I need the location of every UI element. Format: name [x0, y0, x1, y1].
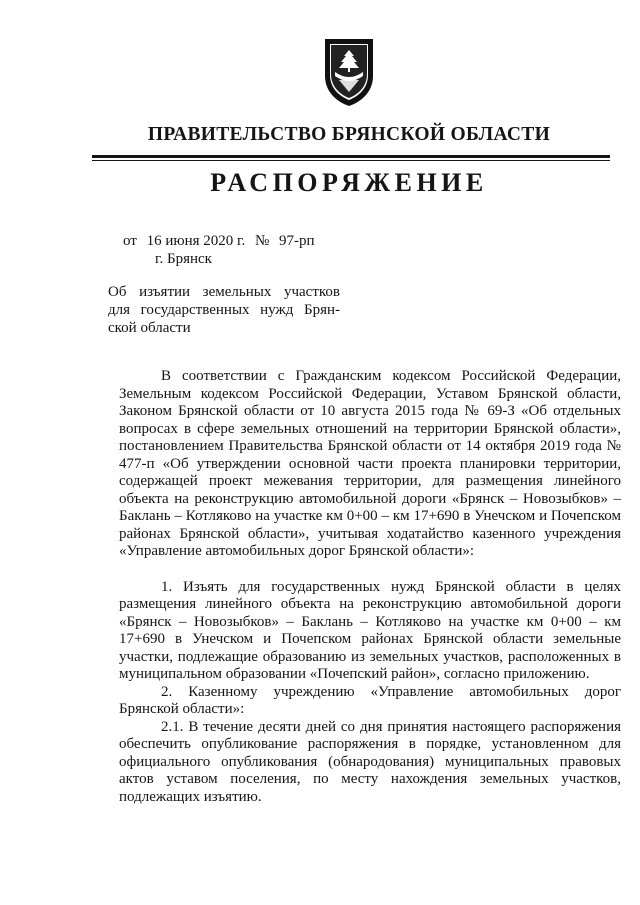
- item-2-1-paragraph: 2.1. В течение десяти дней со дня принятия настоящего распоряжения обеспечить опубликование распоряжения в порядке, установленном для официального опубликования (обнародования) муниципальных правовых актов уставом поселения, по месту нахождения земельных участков, подлежащих изъятию.: [119, 718, 621, 805]
- coat-of-arms-icon: [321, 36, 377, 108]
- subject-line: Об изъятии земельных участков: [108, 284, 340, 300]
- city-line: г. Брянск: [155, 251, 212, 267]
- subject-line: для государственных нужд Брян-: [108, 302, 340, 318]
- document-body: [119, 368, 621, 806]
- document-number: 97-рп: [279, 233, 315, 249]
- date-line: [123, 232, 321, 250]
- subject-line: ской области: [108, 320, 191, 336]
- item-1-paragraph: 1. Изъять для государственных нужд Брянской области в целях размещения линейного объекта на реконструкцию автомобильной дороги «Брянск – Новозыбков» – Баклань – Котляково на участке км 0+00 – км 17+690 в Унечском и Почепском районах Брянской области земельные участки, подлежащие образованию из земельных участков, расположенных в муниципальном образовании «Почепский район», согласно приложению.: [119, 578, 621, 682]
- header-divider-thin: [92, 160, 610, 161]
- document-date: 16 июня 2020 г.: [146, 233, 246, 249]
- document-type-title: РАСПОРЯЖЕНИЕ: [210, 168, 488, 197]
- organization-title: ПРАВИТЕЛЬСТВО БРЯНСКОЙ ОБЛАСТИ: [147, 124, 551, 145]
- document-subject: [108, 283, 340, 337]
- date-prefix: от: [123, 233, 137, 249]
- header-divider-thick: [92, 155, 610, 158]
- preamble-paragraph: В соответствии с Гражданским кодексом Российской Федерации, Земельным кодексом Российской Федерации, Уставом Брянской области, Законом Брянской области от 10 августа 2015 года № 69-З «Об отдельных вопросах в сфере земельных отношений на территории Брянской области», постановлением Правительства Брянской области от 14 октября 2019 года № 477-п «Об утверждении основной части проекта планировки территории, содержащей проект межевания территории, для размещения линейного объекта на реконструкцию автомобильной дороги «Брянск – Новозыбков» – Баклань – Котляково на участке км 0+00 – км 17+690 в Унечском и Почепском районах Брянской области», учитывая ходатайство казенного учреждения «Управление автомобильных дорог Брянской области»:: [119, 368, 621, 559]
- number-sign: №: [254, 233, 270, 249]
- item-2-paragraph: 2. Казенному учреждению «Управление автомобильных дорог Брянской области»:: [119, 683, 621, 717]
